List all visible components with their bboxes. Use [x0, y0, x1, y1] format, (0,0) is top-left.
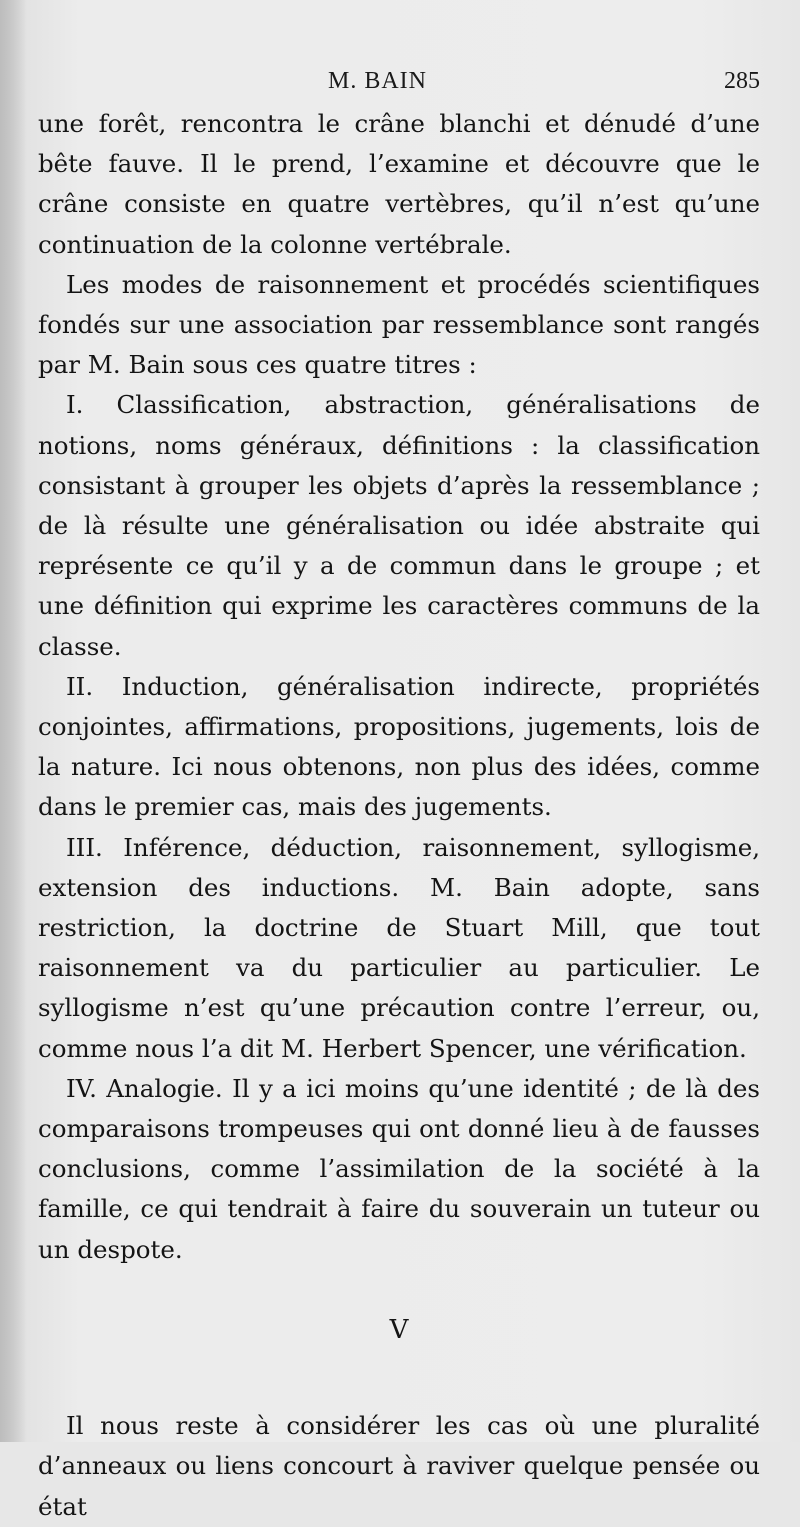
paragraph: Il nous reste à considérer les cas où une pluralité d’anneaux ou liens concourt à raviver quelque pensée ou état [38, 1411, 760, 1521]
paragraph: III. Inférence, déduction, raisonnement, syllogisme, extension des inductions. M. Bain adopte, sans restriction, la doctrine de Stuart Mill, que tout raisonnement va du particulier au particulier. Le syllogisme n’est qu’une précaution contre l’erreur, ou, comme nous l’a dit M. Herbert Spencer, une vérification. [38, 832, 760, 1063]
running-head [38, 62, 760, 102]
page-number: 285 [724, 68, 760, 94]
section-heading: V [389, 1314, 409, 1345]
paragraph: II. Induction, généralisation indirecte, propriétés conjointes, affirmations, propositions, jugements, lois de la nature. Ici nous obtenons, non plus des idées, comme dans le premier cas, mais des jugements. [38, 671, 760, 822]
running-head-title: M. BAIN [328, 68, 428, 94]
page-gutter-shadow [0, 0, 26, 1442]
body-text [38, 104, 760, 1527]
paragraph: I. Classification, abstraction, généralisations de notions, noms généraux, définitions : la classification consistant à grouper les objets d’après la ressemblance ; de là résulte une généralisation ou idée abstraite qui représente ce qu’il y a de commun dans le groupe ; et une définition qui exprime les caractères communs de la classe. [38, 390, 760, 661]
paragraph: Les modes de raisonnement et procédés scientifiques fondés sur une association par ressemblance sont rangés par M. Bain sous ces quatre titres : [38, 269, 760, 380]
paragraph: IV. Analogie. Il y a ici moins qu’une identité ; de là des comparaisons trompeuses qui ont donné lieu à de fausses conclusions, comme l’assimilation de la société à la famille, ce qui tendrait à faire du souverain un tuteur ou un despote. [38, 1073, 760, 1264]
paragraph: une forêt, rencontra le crâne blanchi et dénudé d’une bête fauve. Il le prend, l’examine et découvre que le crâne consiste en quatre vertèbres, qu’il n’est qu’une continuation de la colonne vertébrale. [38, 109, 760, 259]
